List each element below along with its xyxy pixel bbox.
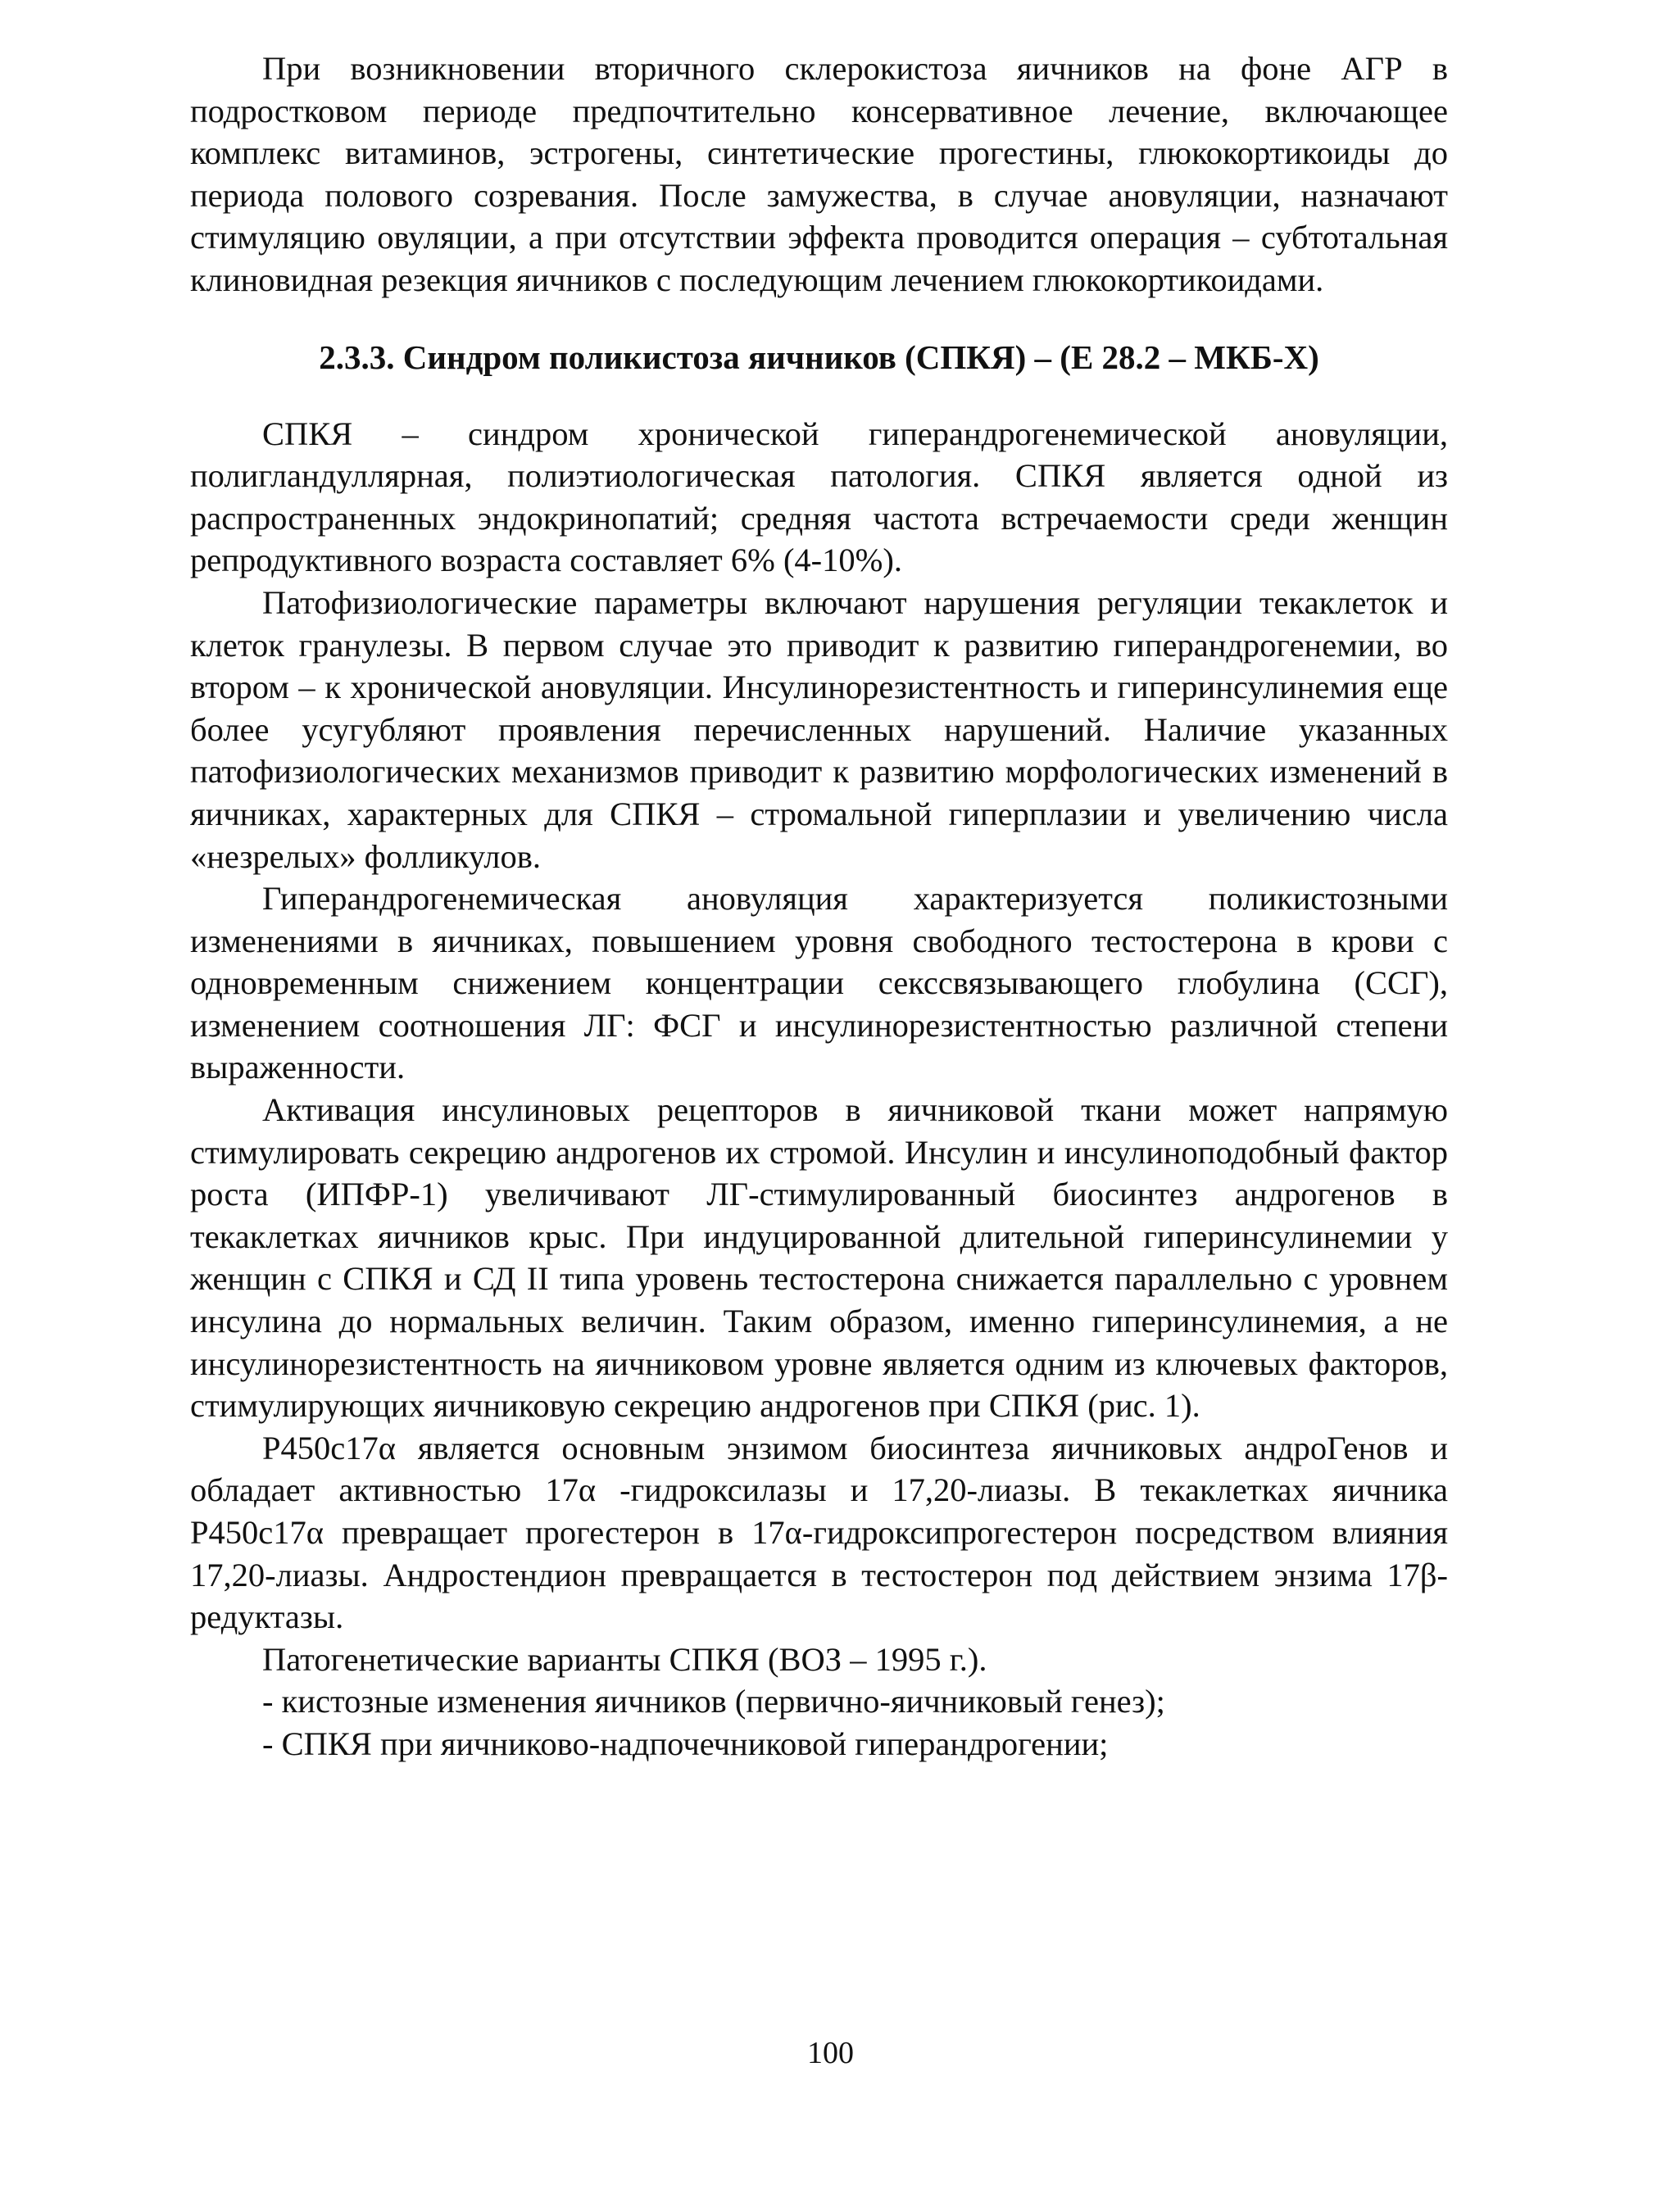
paragraph: Гиперандрогенемическая ановуляция характеризуется поликистозными изменениями в яичниках, повышением уровня свободного тестостерона в крови с одновременным снижением концентрации сексcвязывающего глобулина (ССГ), изменением соотношения ЛГ: ФСГ и инсулинорезистентностью различной степени выраженности. bbox=[190, 880, 1448, 1086]
document-page bbox=[190, 48, 1448, 1766]
list-title: Патогенетические варианты СПКЯ (ВОЗ – 1995 г.). bbox=[262, 1640, 987, 1678]
list-item: - СПКЯ при яичниково-надпочечниковой гиперандрогении; bbox=[262, 1725, 1109, 1762]
paragraph-intro: При возникновении вторичного склерокистоза яичников на фоне АГР в подростковом периоде предпочтительно консервативное лечение, включающее комплекс витаминов, эстрогены, синтетические прогестины, глюкокортикоиды до периода полового созревания. После замужества, в случае ановуляции, назначают стимуляцию овуляции, а при отсутствии эффекта проводится операция – субтотальная клиновидная резекция яичников с последующим лечением глюкокортикоидами. bbox=[190, 50, 1448, 298]
paragraph: Активация инсулиновых рецепторов в яичниковой ткани может напрямую стимулировать секрецию андрогенов их стромой. Инсулин и инсулиноподобный фактор роста (ИПФР-1) увеличивают ЛГ-стимулированный биосинтез андрогенов в текаклетках яичников крыс. При индуцированной длительной гиперинсулинемии у женщин с СПКЯ и СД II типа уровень тестостерона снижается параллельно с уровнем инсулина до нормальных величин. Таким образом, именно гиперинсулинемия, а не инсулинорезистентность на яичниковом уровне является одним из ключевых факторов, стимулирующих яичниковую секрецию андрогенов при СПКЯ (рис. 1). bbox=[190, 1091, 1448, 1425]
list-item: - кистозные изменения яичников (первично-яичниковый генез); bbox=[262, 1683, 1165, 1720]
paragraph: Р450с17α является основным энзимом биосинтеза яичниковых андроГенов и обладает активностью 17α -гидроксилазы и 17,20-лиазы. В текаклетках яичника Р450с17α превращает прогестерон в 17α-гидроксипрогестерон посредством влияния 17,20-лиазы. Андростендион превращается в тестостерон под действием энзима 17β-редуктазы. bbox=[190, 1429, 1448, 1636]
page-number: 100 bbox=[807, 2036, 854, 2070]
paragraph: Патофизиологические параметры включают нарушения регуляции текаклеток и клеток гранулезы. В первом случае это приводит к развитию гиперандрогенемии, во втором – к хронической ановуляции. Инсулинорезистентность и гиперинсулинемия еще более усугубляют проявления перечисленных нарушений. Наличие указанных патофизиологических механизмов приводит к развитию морфологических изменений в яичниках, характерных для СПКЯ – стромальной гиперплазии и увеличению числа «незрелых» фолликулов. bbox=[190, 583, 1448, 875]
section-heading: 2.3.3. Синдром поликистоза яичников (СПКЯ) – (Е 28.2 – МКБ-Х) bbox=[319, 338, 1319, 376]
paragraph: СПКЯ – синдром хронической гиперандрогенемической ановуляции, полигландуллярная, полиэтиологическая патология. СПКЯ является одной из распространенных эндокринопатий; средняя частота встречаемости среди женщин репродуктивного возраста составляет 6% (4-10%). bbox=[190, 415, 1448, 579]
